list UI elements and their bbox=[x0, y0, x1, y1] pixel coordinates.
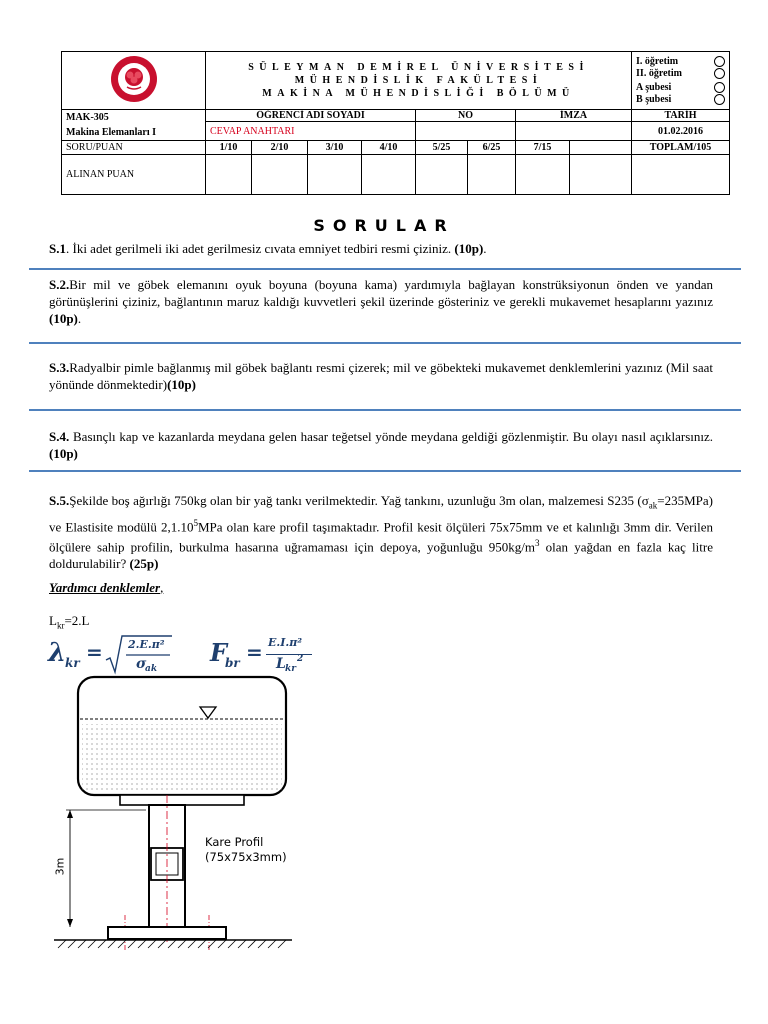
question-5-points: 5/25 bbox=[416, 141, 468, 155]
question-5-number: S.5. bbox=[49, 493, 70, 508]
question-1-text: . İki adet gerilmeli iki adet gerilmesiz cıvata emniyet tedbiri resmi çiziniz. bbox=[65, 241, 455, 256]
question-5-points: (25p) bbox=[129, 556, 159, 572]
questions-title: SORULAR bbox=[313, 216, 455, 235]
separator-line bbox=[29, 268, 741, 270]
question-2-text: Bir mil ve göbek elemanını oyuk boyuna (boyuna kama) yardımıyla bağlayan konstrüksiyonun önden ve yandan görünüşlerini çiziniz, bağlantının maruz kaldığı kuvvetleri şekil üzerinde gösteriniz ve gerekli mukavemet hesaplarını yazınız bbox=[49, 277, 713, 309]
score-cell-2[interactable] bbox=[252, 155, 308, 195]
score-row-label: SORU/PUAN bbox=[62, 141, 206, 155]
department-name: MAKİNA MÜHENDİSLİĞİ BÖLÜMÜ bbox=[262, 88, 575, 99]
university-logo bbox=[109, 54, 159, 104]
score-cell-7[interactable] bbox=[516, 155, 570, 195]
profile-label: Kare Profil (75x75x3mm) bbox=[205, 835, 287, 864]
signature-value[interactable] bbox=[516, 122, 632, 141]
question-7-points: 7/15 bbox=[516, 141, 570, 155]
question-1: S.1. İki adet gerilmeli iki adet gerilmesiz cıvata emniyet tedbiri resmi çiziniz. (10p). bbox=[49, 241, 487, 256]
question-3-points: (10p) bbox=[167, 377, 196, 392]
radio-circle-icon[interactable] bbox=[714, 94, 725, 105]
option-second-shift[interactable]: II. öğretim bbox=[636, 68, 725, 80]
question-4-text: Basınçlı kap ve kazanlarda meydana gelen hasar teğetsel yönde meydana geldiği gözlenmiştir. Bu olayı nasıl açıklarsınız. bbox=[69, 429, 713, 444]
course-name: Makina Elemanları I bbox=[66, 127, 157, 138]
score-cell-total[interactable] bbox=[632, 155, 730, 195]
student-no-label: NO bbox=[416, 110, 516, 122]
question-3-number: S.3. bbox=[49, 360, 70, 375]
radio-circle-icon[interactable] bbox=[714, 56, 725, 67]
section-options bbox=[632, 52, 730, 110]
signature-label: İMZA bbox=[516, 110, 632, 122]
slenderness-formula: λ kr = 2.E.π² σ ak bbox=[48, 634, 188, 676]
total-points-label: TOPLAM/105 bbox=[632, 141, 730, 155]
score-cell-4[interactable] bbox=[362, 155, 416, 195]
buckling-force-formula: F br = E.I.π² L kr 2 bbox=[210, 634, 330, 676]
option-first-shift[interactable]: I. öğretim bbox=[636, 56, 725, 68]
radio-circle-icon[interactable] bbox=[714, 68, 725, 79]
faculty-name: MÜHENDİSLİK FAKÜLTESİ bbox=[294, 75, 543, 86]
question-1-points: (10p) bbox=[454, 241, 484, 256]
university-name: SÜLEYMAN DEMİREL ÜNİVERSİTESİ bbox=[248, 62, 589, 73]
date-label: TARİH bbox=[632, 110, 730, 122]
score-cell-6[interactable] bbox=[468, 155, 516, 195]
course-cell bbox=[62, 110, 206, 141]
question-2-number: S.2. bbox=[49, 277, 70, 292]
helper-equations-title: Yardımcı denklemler, bbox=[49, 580, 164, 595]
empty-cell bbox=[570, 141, 632, 155]
student-name-value: CEVAP ANAHTARI bbox=[206, 122, 416, 141]
received-points-label: ALINAN PUAN bbox=[62, 155, 206, 195]
question-1-points: 1/10 bbox=[206, 141, 252, 155]
student-no-value[interactable] bbox=[416, 122, 516, 141]
question-4-points: (10p) bbox=[49, 446, 78, 461]
university-title bbox=[206, 52, 632, 110]
question-5: S.5.Şekilde boş ağırlığı 750kg olan bir yağ tankı verilmektedir. Yağ tankını, uzunluğu 3m olan, malzemesi S235 $(\sigma_{ak}=235MPa)$ ve Elastisite modülü 2,1.10$^5$MPa olan kare profil taşımaktadır. Profil kesit ölçüleri 75x75mm ve et kalınlığı 3mm dir. Verilen ölçülere sahip profilin, burkulma hasarına uğramaması için depoya, yoğunluğu $950kg/m^3$ olan yağdan en fazla kaç litre doldurulabilir? (25p) bbox=[49, 493, 713, 572]
student-name-label: ÖĞRENCİ ADI SOYADI bbox=[206, 110, 416, 122]
score-cell-5[interactable] bbox=[416, 155, 468, 195]
separator-line bbox=[29, 342, 741, 344]
question-3-points: 3/10 bbox=[308, 141, 362, 155]
score-cell-extra[interactable] bbox=[570, 155, 632, 195]
option-section-b[interactable]: B şubesi bbox=[636, 94, 725, 106]
question-4-points: 4/10 bbox=[362, 141, 416, 155]
question-2-points: 2/10 bbox=[252, 141, 308, 155]
exam-header-table bbox=[61, 51, 730, 195]
buckling-length-equation: $L_{kr}=2.L$ bbox=[49, 613, 90, 631]
question-1-number: S.1 bbox=[49, 241, 66, 256]
date-value: 01.02.2016 bbox=[632, 122, 730, 141]
oil-tank-figure bbox=[40, 672, 302, 962]
question-3-text: Radyalbir pimle bağlanmış mil göbek bağlantı resmi çizerek; mil ve göbekteki mukavemet denklemlerini yazınız (Mil saat yönünde dönmektedir) bbox=[49, 360, 713, 392]
question-2-points: (10p) bbox=[49, 311, 78, 326]
separator-line bbox=[29, 409, 741, 411]
radio-circle-icon[interactable] bbox=[714, 82, 725, 93]
question-4 bbox=[49, 428, 713, 462]
question-6-points: 6/25 bbox=[468, 141, 516, 155]
logo-cell bbox=[62, 52, 206, 110]
score-cell-3[interactable] bbox=[308, 155, 362, 195]
score-cell-1[interactable] bbox=[206, 155, 252, 195]
question-3 bbox=[49, 359, 713, 393]
course-code: MAK-305 bbox=[66, 112, 109, 123]
question-4-number: S.4. bbox=[49, 429, 70, 444]
fraction-bar bbox=[266, 654, 312, 655]
question-2: S.2.Bir mil ve göbek elemanını oyuk boyuna (boyuna kama) yardımıyla bağlayan konstrüksiyonun önden ve yandan görünüşlerini çiziniz, bağlantının maruz kaldığı kuvvetleri şekil üzerinde gösteriniz ve gerekli mukavemet hesaplarını yazınız (10p). bbox=[49, 277, 713, 326]
separator-line bbox=[29, 470, 741, 472]
dimension-label: 3m bbox=[53, 857, 67, 876]
option-section-a[interactable]: A şubesi bbox=[636, 82, 725, 94]
